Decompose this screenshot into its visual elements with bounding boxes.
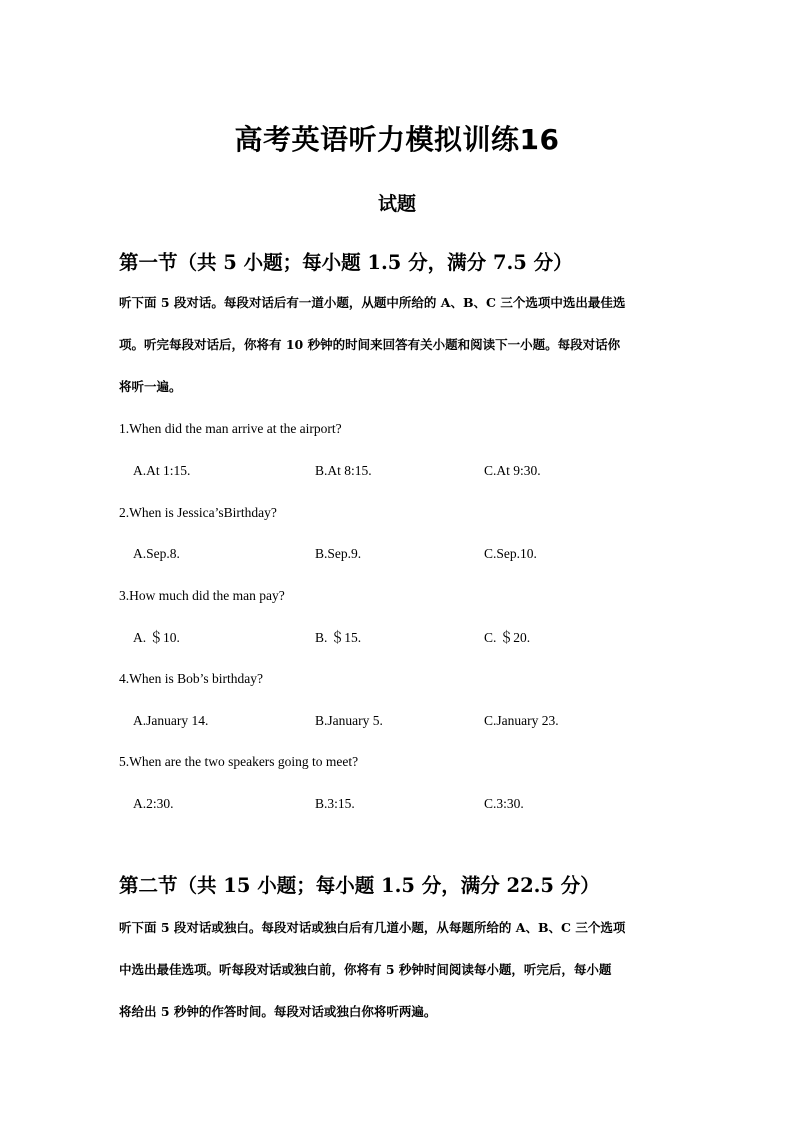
question-5: 5.When are the two speakers going to meet? — [119, 754, 359, 769]
question-5-option-a: A.2:30. — [133, 796, 174, 811]
section2-instruction-line: 听下面 5 段对话或独白。每段对话或独白后有几道小题，从每题所给的 A、B、C 三个选项 — [119, 920, 626, 935]
question-5-option-c: C.3:30. — [484, 796, 524, 811]
question-1-option-c: C.At 9:30. — [484, 463, 541, 478]
question-1: 1.When did the man arrive at the airport? — [119, 421, 342, 436]
section2-instruction-line: 中选出最佳选项。听每段对话或独白前，你将有 5 秒钟时间阅读每小题，听完后，每小题 — [119, 962, 612, 977]
question-4-option-a: A.January 14. — [133, 713, 209, 728]
question-2-option-c: C.Sep.10. — [484, 546, 537, 561]
question-5-option-b: B.3:15. — [315, 796, 355, 811]
question-1-option-b: B.At 8:15. — [315, 463, 372, 478]
question-4-option-b: B.January 5. — [315, 713, 383, 728]
question-2-option-a: A.Sep.8. — [133, 546, 180, 561]
section1-heading: 第一节（共 5 小题；每小题 1.5 分，满分 7.5 分） — [119, 251, 573, 274]
section2-instruction-line: 将给出 5 秒钟的作答时间。每段对话或独白你将听两遍。 — [119, 1004, 437, 1019]
question-4-option-c: C.January 23. — [484, 713, 559, 728]
question-4: 4.When is Bob’s birthday? — [119, 671, 263, 686]
question-3-option-c: C. ＄20. — [484, 630, 531, 645]
question-3: 3.How much did the man pay? — [119, 588, 285, 603]
question-3-option-a: A. ＄10. — [133, 630, 180, 645]
question-3-option-b: B. ＄15. — [315, 630, 362, 645]
question-1-option-a: A.At 1:15. — [133, 463, 191, 478]
page-subtitle: 试题 — [377, 193, 416, 215]
section2-heading: 第二节（共 15 小题；每小题 1.5 分，满分 22.5 分） — [119, 874, 600, 897]
section1-instruction-line: 听下面 5 段对话。每段对话后有一道小题，从题中所给的 A、B、C 三个选项中选出最佳选 — [119, 295, 626, 310]
question-2: 2.When is Jessica’sBirthday? — [119, 505, 277, 520]
section1-instruction-line: 项。听完每段对话后，你将有 10 秒钟的时间来回答有关小题和阅读下一小题。每段对话你 — [119, 337, 621, 352]
question-2-option-b: B.Sep.9. — [315, 546, 362, 561]
section1-instruction-line: 将听一遍。 — [119, 379, 182, 394]
page-title: 高考英语听力模拟训练16 — [234, 123, 560, 156]
